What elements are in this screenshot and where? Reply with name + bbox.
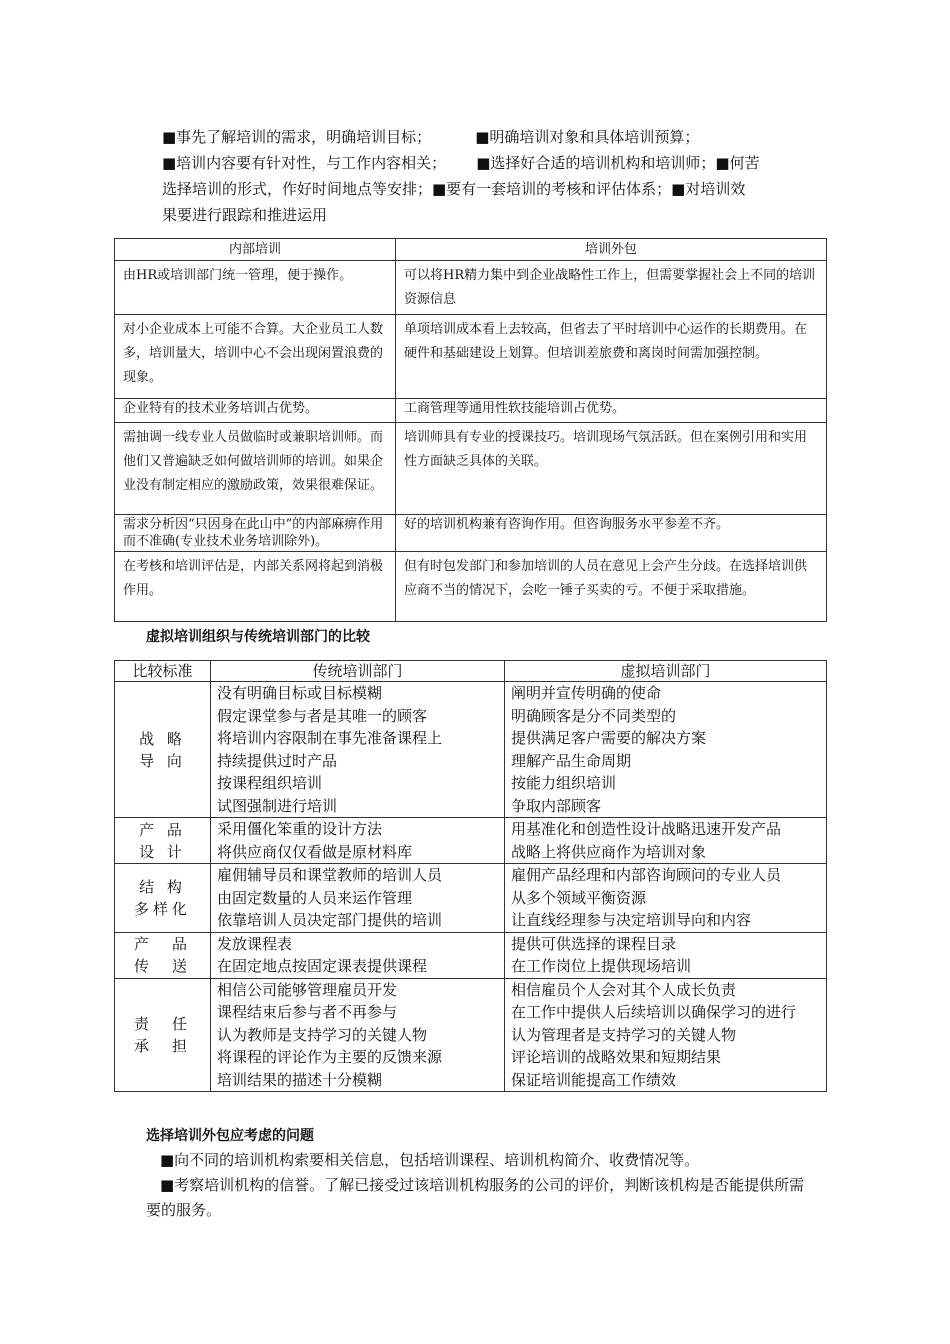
- traditional-item: 认为教师是支持学习的关键人物: [217, 1025, 428, 1044]
- criteria-label: 导 向: [139, 751, 186, 770]
- header-internal: 内部培训: [115, 239, 396, 261]
- virtual-item: 理解产品生命周期: [511, 751, 632, 770]
- section-heading-virtual-vs-traditional: 虚拟培训组织与传统培训部门的比较: [146, 629, 370, 645]
- table-cell: 需求分析因“只因身在此山中”的内部麻痹作用而不准确(专业技术业务培训除外)。: [115, 515, 396, 552]
- traditional-item: 由固定数量的人员来运作管理: [217, 888, 413, 907]
- virtual-item: 让直线经理参与决定培训导向和内容: [511, 911, 752, 929]
- traditional-item: 在固定地点按固定课表提供课程: [217, 957, 428, 975]
- table-row: [115, 261, 827, 315]
- comparison-body: [115, 682, 827, 1092]
- traditional-item: 将培训内容限制在事先准备课程上: [217, 729, 443, 747]
- virtual-cell: [505, 682, 827, 818]
- table-cell: 但有时包发部门和参加培训的人员在意见上会产生分歧。在选择培训供应商不当的情况下，会吃一锤子买卖的亏。不便于采取措施。: [396, 552, 827, 622]
- outsourcing-questions: [146, 1148, 816, 1223]
- intro-line-4: 果要进行跟踪和推进运用: [162, 206, 328, 224]
- virtual-item: 相信雇员个人会对其个人成长负责: [511, 980, 737, 999]
- intro-item-2: ■明确培训对象和具体培训预算；: [475, 128, 700, 146]
- table-header-row: [115, 661, 827, 682]
- virtual-item: 提供可供选择的课程目录: [511, 934, 677, 953]
- intro-item-3: ■培训内容要有针对性，与工作内容相关；: [162, 154, 447, 172]
- header-virtual: 虚拟培训部门: [505, 661, 827, 682]
- table-cell: 需抽调一线专业人员做临时或兼职培训师。而他们又普遍缺乏如何做培训师的培训。如果企业没有制定相应的激励政策，效果很难保证。: [115, 423, 396, 515]
- table-row: [115, 315, 827, 399]
- header-criteria: 比较标准: [115, 661, 211, 682]
- table-row: [115, 552, 827, 622]
- table-cell: 好的培训机构兼有咨询作用。但咨询服务水平参差不齐。: [396, 515, 827, 552]
- virtual-vs-traditional-table: [114, 660, 827, 1092]
- table-row: [115, 978, 827, 1092]
- virtual-item: 明确顾客是分不同类型的: [511, 706, 677, 725]
- traditional-item: 依靠培训人员决定部门提供的培训: [217, 911, 443, 929]
- criteria-label: 承 担: [133, 1036, 191, 1055]
- intro-line-2: [162, 150, 822, 176]
- intro-item-1: ■事先了解培训的需求，明确培训目标；: [162, 128, 432, 146]
- section-heading-outsourcing-questions: 选择培训外包应考虑的问题: [146, 1128, 314, 1144]
- table-cell: 对小企业成本上可能不合算。大企业员工人数多，培训量大，培训中心不会出现闲置浪费的现象。: [115, 315, 396, 399]
- traditional-item: 课程结束后参与者不再参与: [217, 1003, 398, 1021]
- table-row: [115, 864, 827, 933]
- traditional-cell: [211, 978, 505, 1092]
- virtual-cell: [505, 864, 827, 933]
- traditional-item: 将课程的评论作为主要的反馈来源: [217, 1048, 443, 1066]
- criteria-label: 设 计: [139, 842, 186, 861]
- criteria-label: 产 品: [139, 820, 186, 839]
- header-outsourced: 培训外包: [396, 239, 827, 261]
- table-cell: 在考核和培训评估是，内部关系网将起到消极作用。: [115, 552, 396, 622]
- virtual-cell: [505, 978, 827, 1092]
- traditional-item: 假定课堂参与者是其唯一的顾客: [217, 706, 428, 725]
- virtual-item: 按能力组织培训: [511, 774, 617, 792]
- question-paragraph-2: ■考察培训机构的信誉。了解已接受过该培训机构服务的公司的评价，判断该机构是否能提供所需要的服务。: [146, 1176, 805, 1219]
- table-row: [115, 399, 827, 423]
- table-row: [115, 515, 827, 552]
- traditional-cell: [211, 864, 505, 933]
- virtual-item: 提供满足客户需要的解决方案: [511, 729, 707, 747]
- virtual-cell: [505, 932, 827, 978]
- table-header-row: [115, 239, 827, 261]
- table-cell: 可以将HR精力集中到企业战略性工作上，但需要掌握社会上不同的培训资源信息: [396, 261, 827, 315]
- question-paragraph-1: ■向不同的培训机构索要相关信息，包括培训课程、培训机构简介、收费情况等。: [160, 1151, 700, 1169]
- traditional-cell: [211, 932, 505, 978]
- virtual-item: 在工作岗位上提供现场培训: [511, 957, 692, 975]
- table-row: [115, 932, 827, 978]
- virtual-item: 认为管理者是支持学习的关键人物: [511, 1025, 737, 1044]
- traditional-item: 培训结果的描述十分模糊: [217, 1070, 383, 1089]
- intro-text: [162, 124, 822, 228]
- intro-line-3: 选择培训的形式，作好时间地点等安排；■要有一套培训的考核和评估体系；■对培训效: [162, 180, 746, 198]
- traditional-item: 将供应商仅仅看做是原材料库: [217, 842, 413, 861]
- intro-line-1: [162, 124, 822, 150]
- virtual-cell: [505, 818, 827, 864]
- traditional-item: 采用僵化笨重的设计方法: [217, 820, 383, 838]
- criteria-label: 战 略: [139, 729, 186, 748]
- header-traditional: 传统培训部门: [211, 661, 505, 682]
- criteria-cell: [115, 682, 211, 818]
- intro-item-4: ■选择好合适的培训机构和培训师；■何苦: [476, 154, 760, 172]
- criteria-cell: [115, 818, 211, 864]
- criteria-label: 责 任: [133, 1014, 191, 1033]
- traditional-item: 持续提供过时产品: [217, 751, 338, 770]
- traditional-item: 发放课程表: [217, 934, 293, 953]
- virtual-item: 争取内部顾客: [511, 796, 602, 815]
- table-cell: 单项培训成本看上去较高，但省去了平时培训中心运作的长期费用。在硬件和基础建设上划算。但培训差旅费和离岗时间需加强控制。: [396, 315, 827, 399]
- virtual-item: 用基准化和创造性设计战略迅速开发产品: [511, 820, 782, 838]
- criteria-cell: [115, 978, 211, 1092]
- traditional-cell: [211, 682, 505, 818]
- virtual-item: 从多个领域平衡资源: [511, 888, 647, 907]
- traditional-item: 按课程组织培训: [217, 774, 323, 792]
- criteria-label: 多样化: [133, 899, 191, 918]
- traditional-item: 相信公司能够管理雇员开发: [217, 980, 398, 999]
- virtual-item: 阐明并宣传明确的使命: [511, 684, 662, 702]
- table-row: [115, 682, 827, 818]
- traditional-item: 没有明确目标或目标模糊: [217, 684, 383, 702]
- table-cell: 培训师具有专业的授课技巧。培训现场气氛活跃。但在案例引用和实用性方面缺乏具体的关联。: [396, 423, 827, 515]
- traditional-cell: [211, 818, 505, 864]
- virtual-item: 在工作中提供人后续培训以确保学习的进行: [511, 1003, 797, 1021]
- criteria-cell: [115, 864, 211, 933]
- virtual-item: 评论培训的战略效果和短期结果: [511, 1048, 722, 1066]
- table-cell: 由HR或培训部门统一管理，便于操作。: [115, 261, 396, 315]
- virtual-item: 雇佣产品经理和内部咨询顾问的专业人员: [511, 866, 782, 884]
- traditional-item: 试图强制进行培训: [217, 796, 338, 815]
- virtual-item: 保证培训能提高工作绩效: [511, 1070, 677, 1089]
- criteria-label: 产 品: [133, 935, 191, 953]
- table-row: [115, 818, 827, 864]
- internal-vs-outsourced-table: [114, 238, 827, 622]
- criteria-cell: [115, 932, 211, 978]
- table-cell: 企业特有的技术业务培训占优势。: [115, 399, 396, 423]
- criteria-label: 结 构: [139, 877, 186, 896]
- table-cell: 工商管理等通用性软技能培训占优势。: [396, 399, 827, 423]
- criteria-label: 传 送: [133, 957, 191, 975]
- table-row: [115, 423, 827, 515]
- traditional-item: 雇佣辅导员和课堂教师的培训人员: [217, 866, 443, 884]
- virtual-item: 战略上将供应商作为培训对象: [511, 842, 707, 861]
